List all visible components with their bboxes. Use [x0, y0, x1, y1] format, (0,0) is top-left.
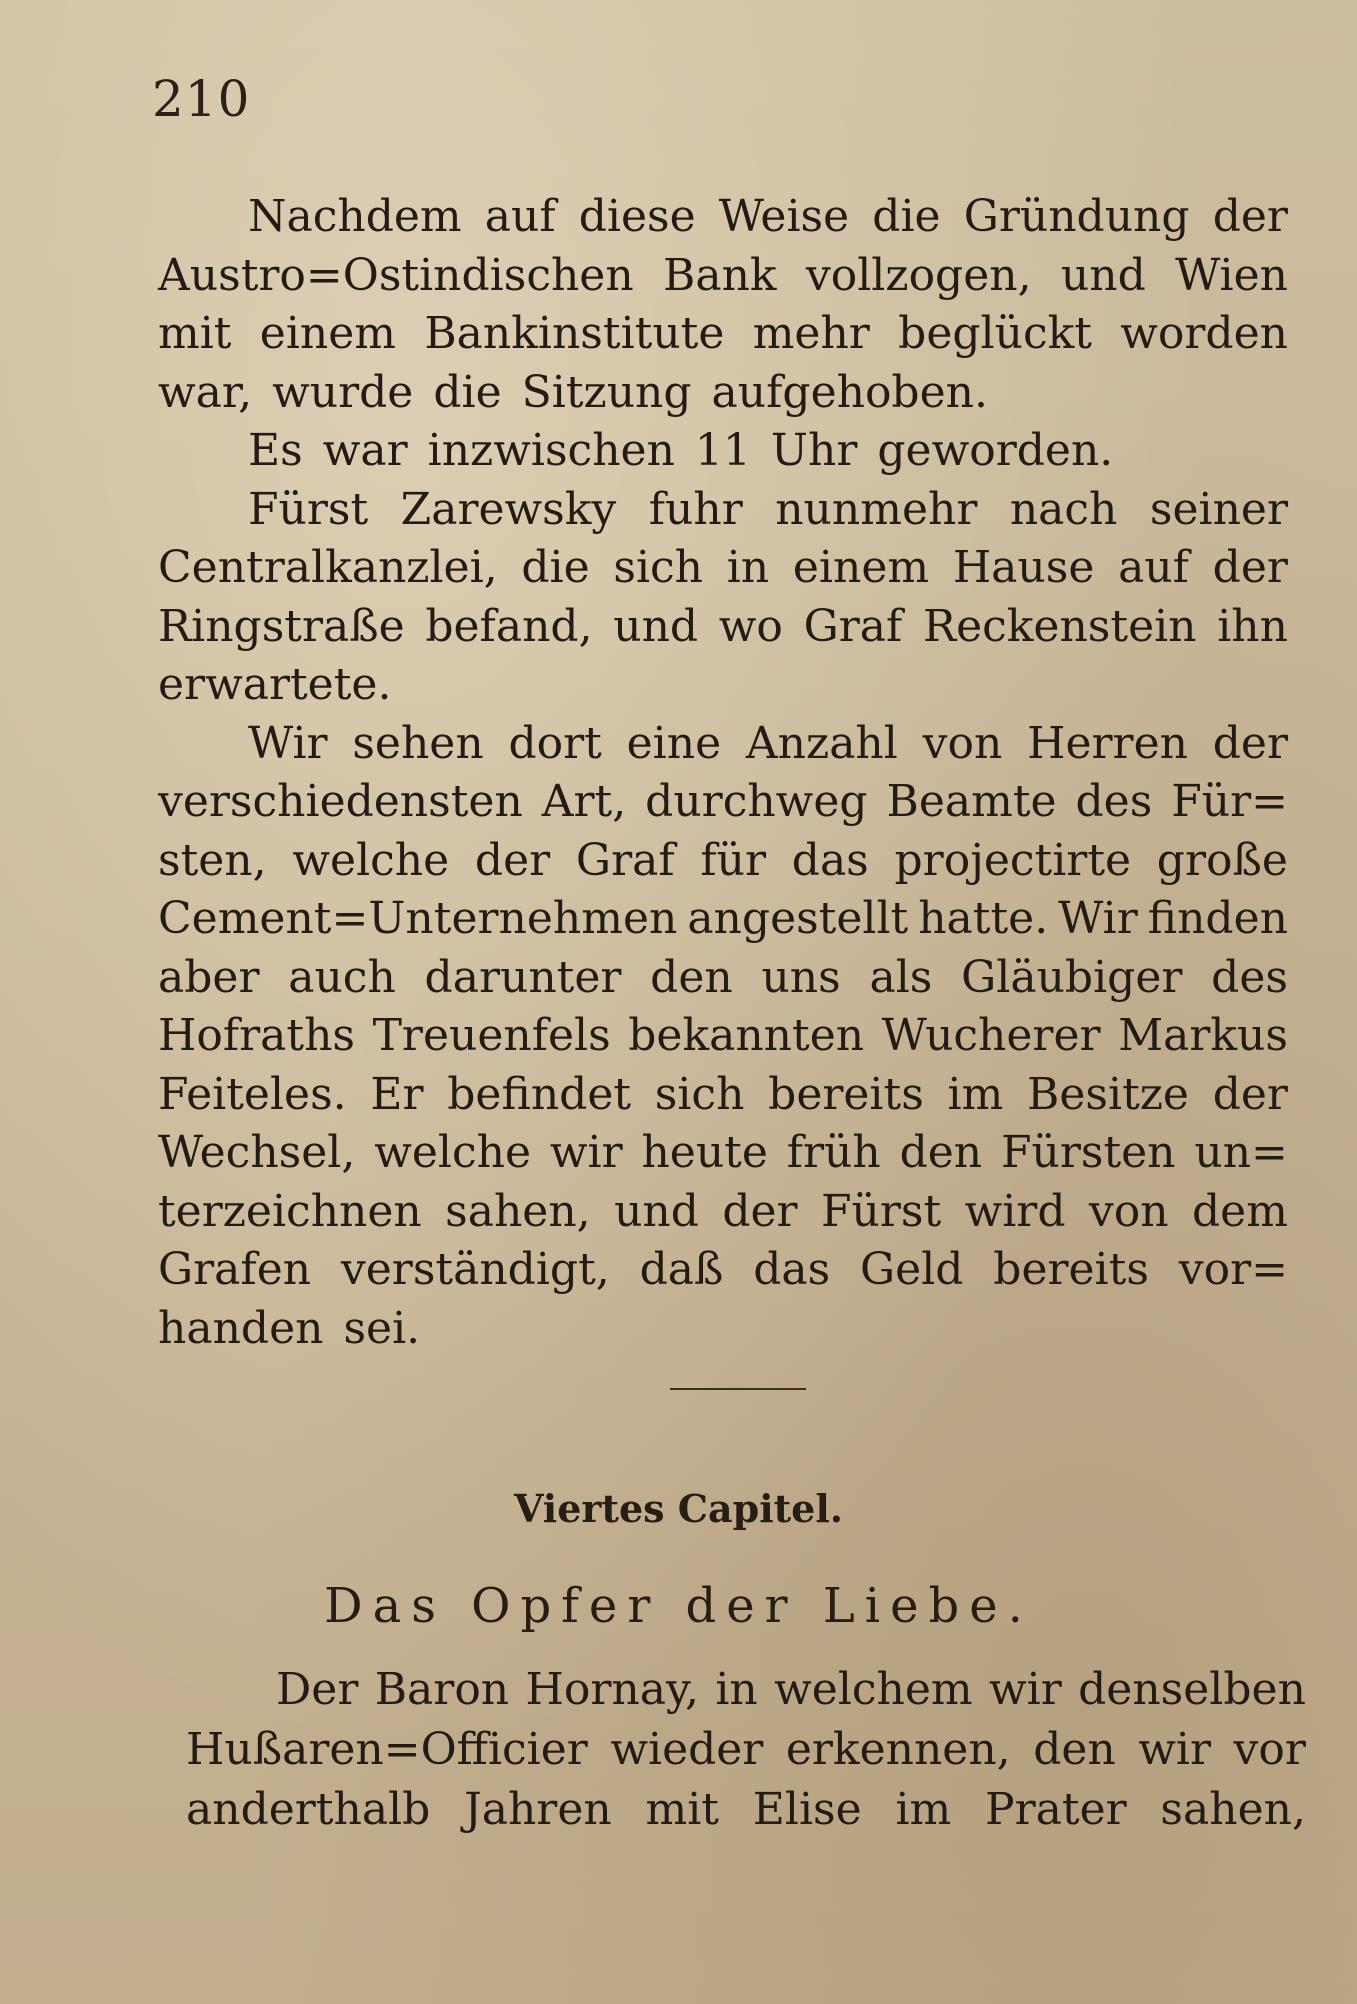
- text-line: Hußaren=Officier wieder erkennen, den wir vor: [186, 1724, 1306, 1775]
- text-line: terzeichnen sahen, und der Fürst wird von dem: [158, 1185, 1288, 1237]
- text-line: verschiedensten Art, durchweg Beamte des Für=: [158, 776, 1288, 827]
- text-line: Grafen verständigt, daß das Geld bereits vor=: [158, 1244, 1288, 1295]
- text-line: Fürst Zarewsky fuhr nunmehr nach seiner: [248, 483, 1288, 535]
- text-line: Ringstraße befand, und wo Graf Reckenstein ihn: [158, 600, 1288, 652]
- section-divider: [670, 1388, 806, 1390]
- text-line: Wechsel, welche wir heute früh den Fürsten un=: [158, 1127, 1288, 1178]
- chapter-title: Das Opfer der Liebe.: [324, 1578, 1033, 1634]
- text-line: Feiteles. Er befindet sich bereits im Besitze der: [158, 1068, 1288, 1120]
- text-line: aber auch darunter den uns als Gläubiger des: [158, 951, 1288, 1003]
- text-line: Cement=Unternehmen angestellt hatte. Wir finden: [158, 893, 1288, 944]
- page-number: 210: [152, 70, 251, 128]
- text-line: erwartete.: [158, 659, 392, 710]
- text-line: Austro=Ostindischen Bank vollzogen, und Wien: [158, 249, 1288, 301]
- text-line: Nachdem auf diese Weise die Gründung der: [248, 191, 1288, 242]
- text-line: handen sei.: [158, 1302, 421, 1354]
- chapter-label: Viertes Capitel.: [513, 1486, 844, 1531]
- body-text-continued: [186, 1660, 1306, 1840]
- text-line: war, wurde die Sitzung aufgehoben.: [158, 366, 988, 418]
- text-line: mit einem Bankinstitute mehr beglückt worden: [158, 308, 1288, 359]
- text-line: Centralkanzlei, die sich in einem Hause auf der: [158, 542, 1288, 593]
- text-line: anderthalb Jahren mit Elise im Prater sahen,: [186, 1784, 1306, 1835]
- body-text: [158, 188, 1288, 1358]
- text-line: Es war inzwischen 11 Uhr geworden.: [248, 425, 1114, 476]
- text-line: Wir sehen dort eine Anzahl von Herren der: [248, 717, 1288, 769]
- text-line: sten, welche der Graf für das projectirte große: [158, 834, 1288, 886]
- text-line: Der Baron Hornay, in welchem wir denselben: [276, 1664, 1306, 1715]
- text-line: Hofraths Treuenfels bekannten Wucherer Markus: [158, 1010, 1288, 1061]
